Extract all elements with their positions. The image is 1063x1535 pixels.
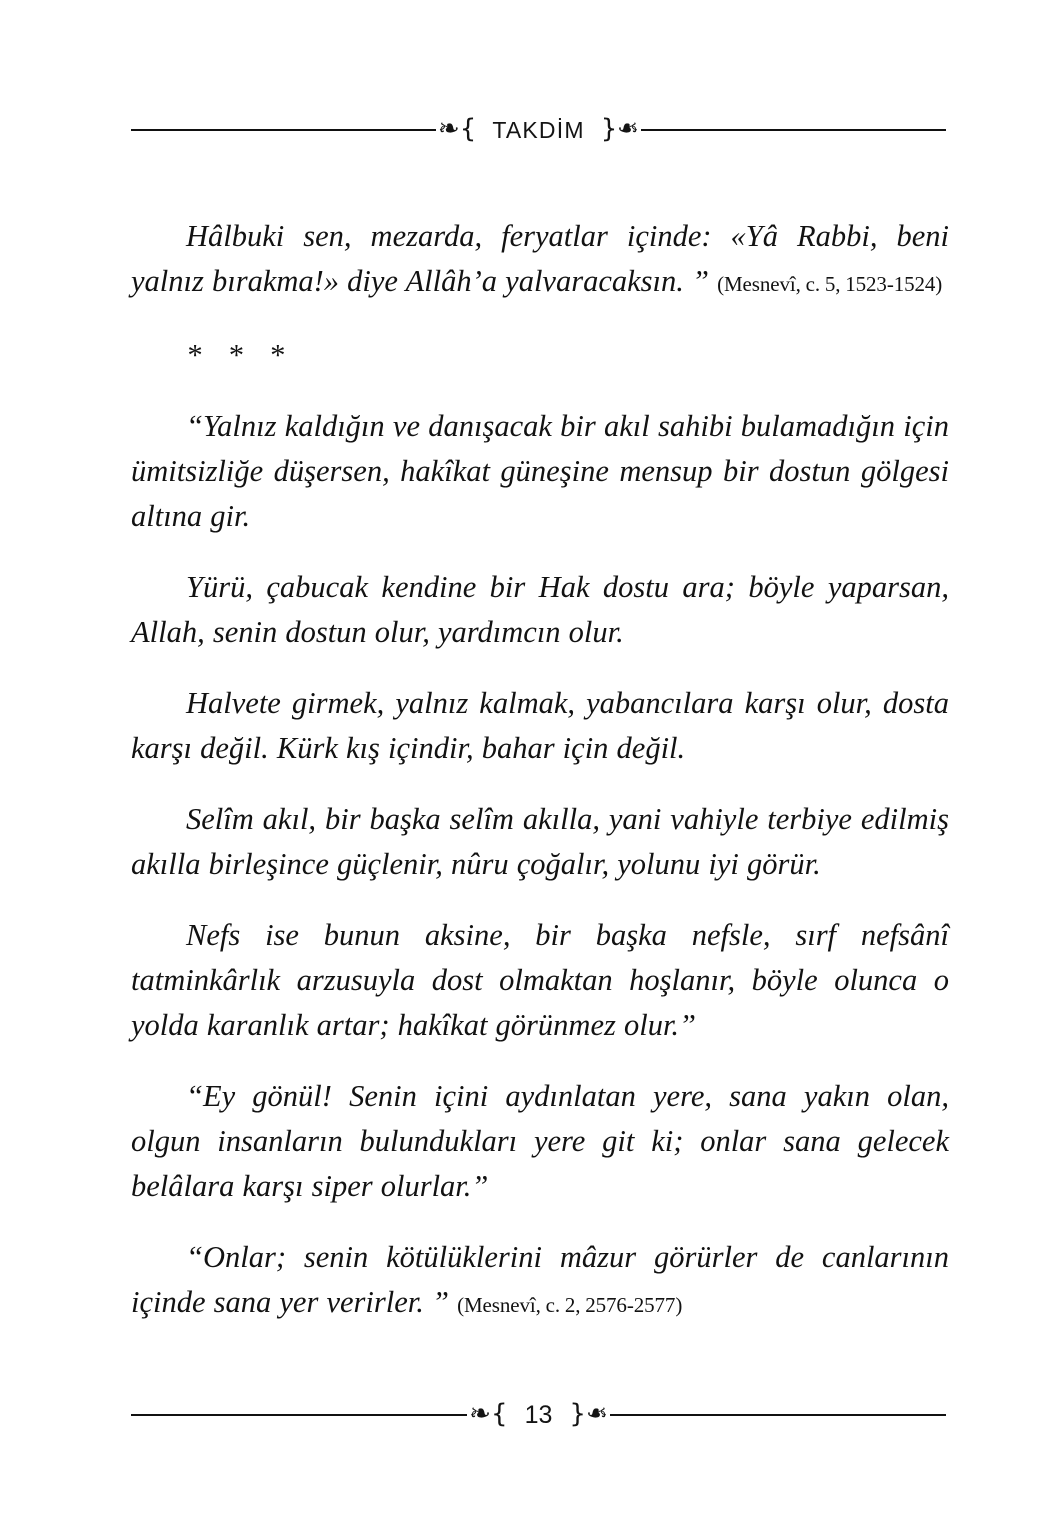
- source-citation: (Mesnevî, c. 2, 2576-2577): [457, 1293, 683, 1317]
- source-citation: (Mesnevî, c. 5, 1523-1524): [717, 272, 943, 296]
- running-head: [131, 108, 946, 152]
- paragraph: [131, 214, 949, 307]
- paragraph: [131, 681, 949, 771]
- paragraph: [131, 1074, 949, 1209]
- paragraph: [131, 913, 949, 1048]
- header-rule-left: [131, 129, 436, 131]
- footer-rule-left: [131, 1414, 467, 1416]
- paragraph-text: “Onlar; senin kötülüklerini mâzur görürler de canlarının içinde sana yer verirler. ”: [131, 1240, 949, 1319]
- fleuron-ornament-icon: }❧: [600, 114, 640, 144]
- header-rule-right: [641, 129, 946, 131]
- fleuron-ornament-icon: ❧{: [469, 1399, 508, 1429]
- paragraph: [131, 565, 949, 655]
- page-title: TAKDİM: [492, 116, 585, 143]
- page-number: 13: [524, 1400, 553, 1429]
- page-footer: [131, 1395, 946, 1435]
- fleuron-ornament-icon: }❧: [569, 1399, 608, 1429]
- paragraph-text: Selîm akıl, bir başka selîm akılla, yani vahiyle terbiye edilmiş akılla birleşince güçlenir, nûru çoğalır, yolunu iyi görür.: [131, 802, 949, 881]
- paragraph-text: Hâlbuki sen, mezarda, feryatlar içinde: «Yâ Rabbi, beni yalnız bırakma!» diye Allâh’a yalvaracaksın. ”: [131, 219, 949, 298]
- fleuron-ornament-icon: ❧{: [437, 114, 477, 144]
- footer-rule-right: [610, 1414, 946, 1416]
- section-divider: * * *: [186, 338, 293, 372]
- paragraph: [131, 797, 949, 887]
- paragraph-text: Halvete girmek, yalnız kalmak, yabancılara karşı olur, dosta karşı değil. Kürk kış içindir, bahar için değil.: [131, 686, 949, 765]
- paragraph-text: Yürü, çabucak kendine bir Hak dostu ara; böyle yaparsan, Allah, senin dostun olur, yardımcın olur.: [131, 570, 949, 649]
- paragraph-text: Nefs ise bunun aksine, bir başka nefsle, sırf nefsânî tatminkârlık arzusuyla dost olmaktan hoşlanır, böyle olunca o yolda karanlık artar; hakîkat görünmez olur.”: [131, 918, 949, 1042]
- paragraph-text: “Ey gönül! Senin içini aydınlatan yere, sana yakın olan, olgun insanların bulundukları yere git ki; onlar sana gelecek belâlara karşı siper olurlar.”: [131, 1079, 949, 1203]
- paragraph-text: “Yalnız kaldığın ve danışacak bir akıl sahibi bulamadığın için ümitsizliğe düşersen, hakîkat güneşine mensup bir dostun gölgesi altına gir.: [131, 409, 949, 533]
- paragraph: [131, 404, 949, 539]
- paragraph: [131, 1235, 949, 1328]
- body-text-column: [131, 214, 949, 1354]
